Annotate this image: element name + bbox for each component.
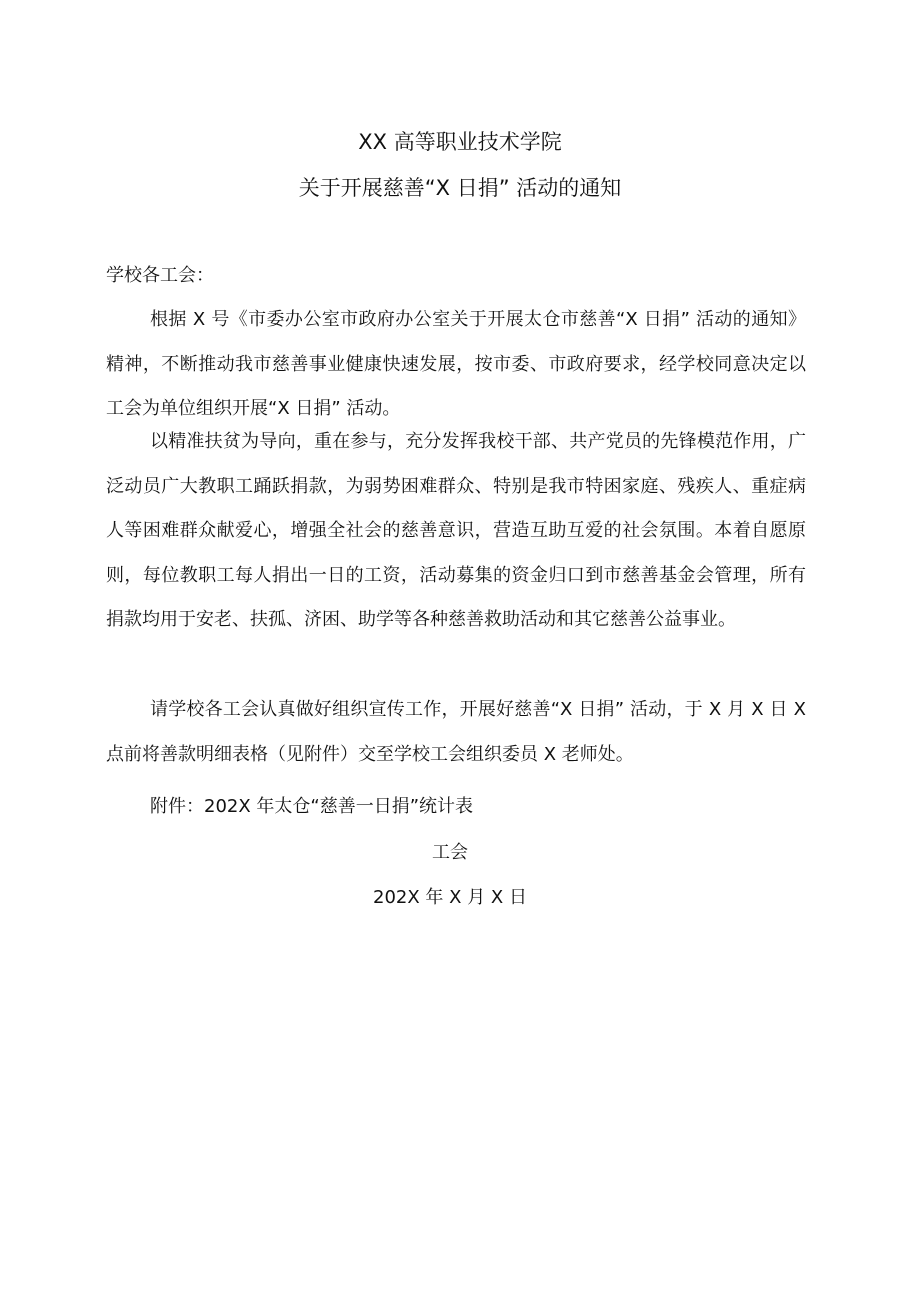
body-paragraph-2: 以精准扶贫为导向，重在参与，充分发挥我校干部、共产党员的先锋模范作用，广泛动员广大教职工踊跃捐款，为弱势困难群众、特别是我市特困家庭、残疾人、重症病人等困难群众献爱心，增强全社会的慈善意识，营造互助互爱的社会氛围。本着自愿原则，每位教职工每人捐出一日的工资，活动募集的资金归口到市慈善基金会管理，所有捐款均用于安老、扶孤、济困、助学等各种慈善救助活动和其它慈善公益事业。 [106,431,806,630]
body-paragraph-1: 根据 X 号《市委办公室市政府办公室关于开展太仓市慈善“X 日捐” 活动的通知》精神，不断推动我市慈善事业健康快速发展，按市委、市政府要求，经学校同意决定以工会为单位组织开展“X 日捐” 活动。 [106,309,806,419]
salutation: 学校各工会： [106,265,214,286]
document-date: 202X 年 X 月 X 日 [373,887,527,908]
document-title-notice: 关于开展慈善“X 日捐” 活动的通知 [298,176,622,200]
signer: 工会 [432,842,468,863]
document-title-institution: XX 高等职业技术学院 [358,130,562,154]
body-paragraph-3: 请学校各工会认真做好组织宣传工作，开展好慈善“X 日捐” 活动，于 X 月 X 日 X 点前将善款明细表格（见附件）交至学校工会组织委员 X 老师处。 [106,699,806,765]
attachment-note: 附件：202X 年太仓“慈善一日捐”统计表 [150,796,474,817]
